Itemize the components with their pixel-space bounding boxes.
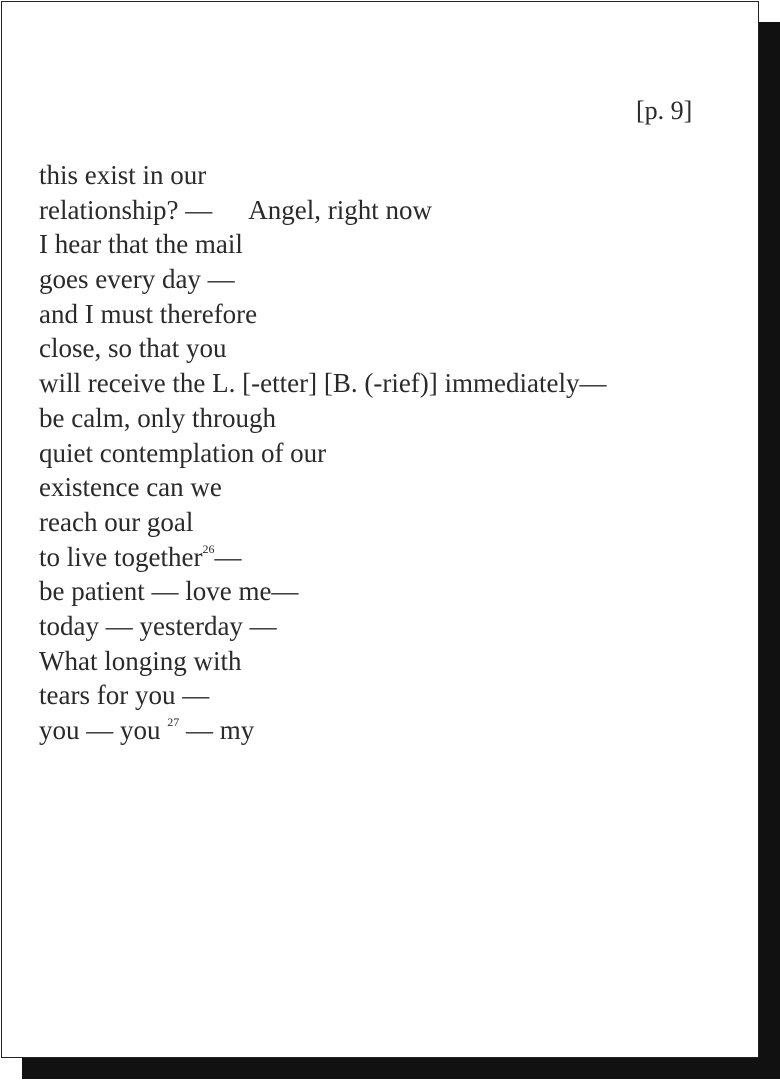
line-text: will receive the L. [-etter] [B. (-rief)] immediately— [39,368,607,399]
line-text: I hear that the mail [39,229,243,260]
text-line [39,331,607,366]
text-line [39,574,607,609]
text-line [39,609,607,644]
line-text: quiet contemplation of our [39,437,327,468]
line-text: What longing with [39,645,242,676]
letter-text [39,158,607,748]
line-text: today — yesterday — [39,610,277,641]
text-line [39,193,607,228]
text-line [39,470,607,505]
line-text: be calm, only through [39,402,276,433]
text-line [39,540,607,575]
text-line [39,297,607,332]
text-line [39,678,607,713]
line-text: and I must therefore [39,298,258,329]
line-text: be patient — love me— [39,576,299,607]
text-line [39,366,607,401]
document-page [1,1,759,1058]
line-text-after: — my [179,715,255,745]
line-text: tears for you — [39,680,210,711]
line-text: to live together [39,541,203,572]
text-line [39,401,607,436]
line-text: existence can we [39,472,222,503]
text-line [39,158,607,193]
line-text: you — you [39,715,168,745]
footnote-marker[interactable]: 27 [167,715,180,729]
page-number: [p. 9] [636,96,693,125]
text-line [39,436,607,471]
footnote-marker[interactable]: 26 [202,541,215,556]
text-line [39,227,607,262]
line-text: reach our goal [39,506,194,537]
line-text-continued: Angel, right now [248,194,432,225]
text-line [39,505,607,540]
text-line [39,644,607,679]
line-text: goes every day — [39,264,235,295]
line-text: this exist in our [39,160,207,190]
text-line [39,713,607,748]
line-text: close, so that you [39,333,227,364]
line-text: relationship? — [39,194,213,225]
text-line [39,262,607,297]
line-text-after: — [214,541,242,572]
